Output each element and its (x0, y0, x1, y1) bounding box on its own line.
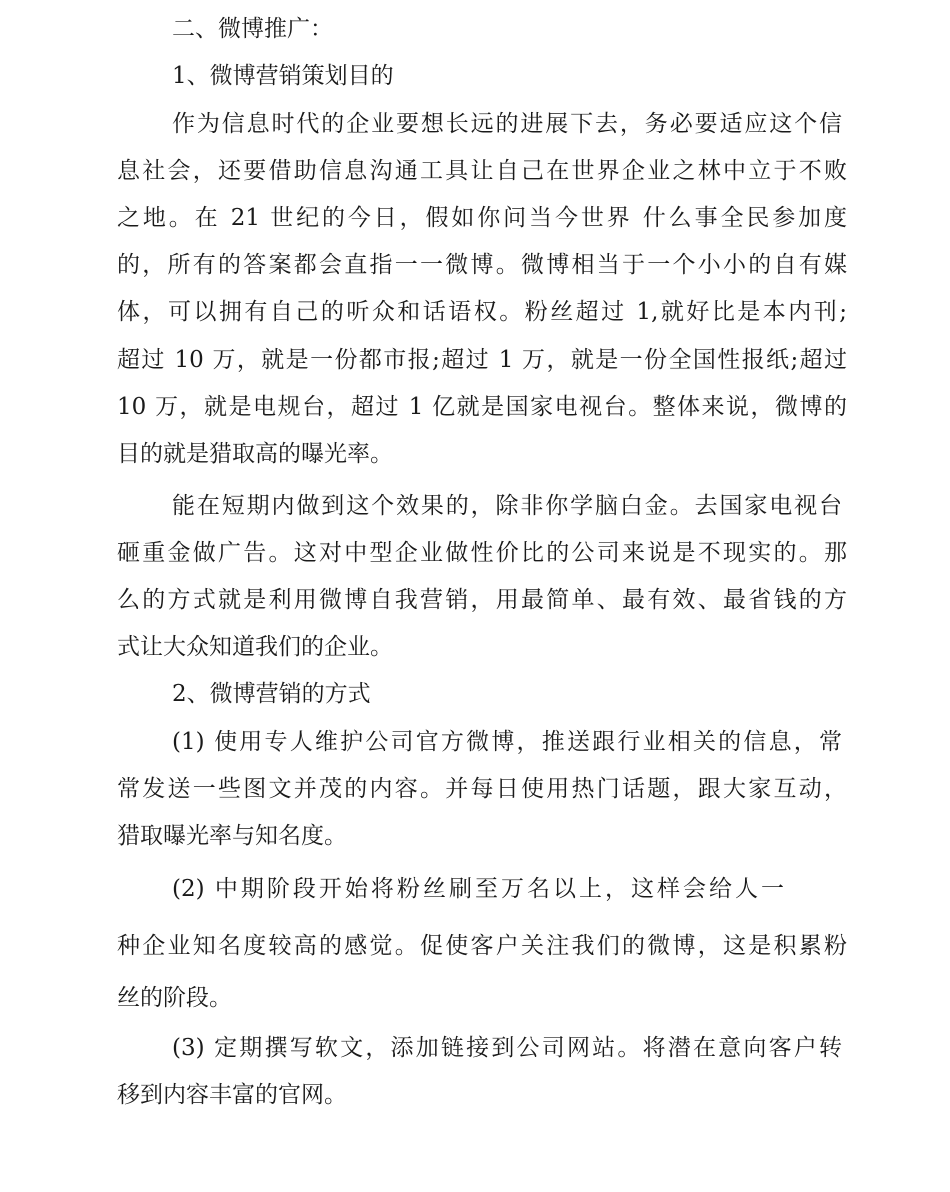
list-item-line: 丝的阶段。 (117, 985, 232, 1011)
paragraph-line: 作为信息时代的企业要想长远的进展下去，务必要适应这个信 (172, 111, 842, 137)
paragraph-line: 么的方式就是利用微博自我营销，用最简单、最有效、最省钱的方 (117, 587, 847, 613)
paragraph-line: 息社会，还要借助信息沟通工具让自己在世界企业之林中立于不败 (117, 158, 847, 184)
paragraph-line: 能在短期内做到这个效果的，除非你学脑白金。去国家电视台 (172, 493, 842, 519)
section-heading: 二、微博推广： (172, 16, 333, 42)
paragraph-line: 10 万，就是电规台，超过 1 亿就是国家电视台。整体来说，微博的 (117, 394, 847, 420)
paragraph-line: 体，可以拥有自己的听众和话语权。粉丝超过 1,就好比是本内刊; (117, 299, 847, 325)
list-item-line: 常发送一些图文并茂的内容。并每日使用热门话题，跟大家互动， (117, 776, 847, 802)
list-item-line: 猎取曝光率与知名度。 (117, 823, 347, 849)
list-item-line: (2) 中期阶段开始将粉丝刷至万名以上，这样会给人一 (172, 876, 784, 902)
subsection-heading: 2、微博营销的方式 (172, 681, 371, 707)
paragraph-line: 目的就是猎取高的曝光率。 (117, 441, 393, 467)
paragraph-line: 式让大众知道我们的企业。 (117, 634, 393, 660)
list-item-line: (1) 使用专人维护公司官方微博，推送跟行业相关的信息，常 (172, 729, 842, 755)
list-item-line: 移到内容丰富的官网。 (117, 1082, 347, 1108)
subsection-heading: 1、微博营销策划目的 (172, 63, 394, 89)
list-item-line: (3) 定期撰写软文，添加链接到公司网站。将潜在意向客户转 (172, 1035, 842, 1061)
list-item-line: 种企业知名度较高的感觉。促使客户关注我们的微博，这是积累粉 (117, 933, 847, 959)
paragraph-line: 砸重金做广告。这对中型企业做性价比的公司来说是不现实的。那 (117, 540, 847, 566)
paragraph-line: 超过 10 万，就是一份都市报;超过 1 万，就是一份全国性报纸;超过 (117, 347, 847, 373)
paragraph-line: 之地。在 21 世纪的今日，假如你问当今世界 什么事全民参加度 (117, 205, 847, 231)
paragraph-line: 的，所有的答案都会直指一一微博。微博相当于一个小小的自有媒 (117, 252, 847, 278)
